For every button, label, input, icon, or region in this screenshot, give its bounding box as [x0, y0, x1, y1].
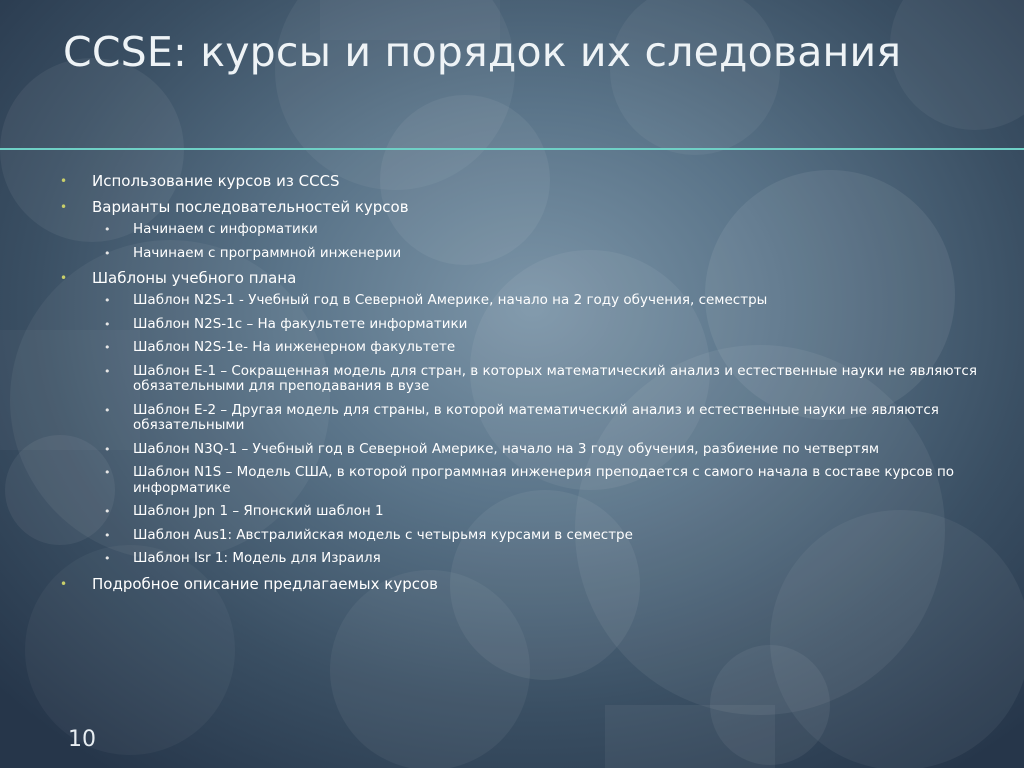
bullet-item: • Подробное описание предлагаемых курсов [60, 575, 980, 593]
sub-bullet-item: • Шаблон N2S-1e- На инженерном факультете [60, 340, 980, 356]
sub-bullet-item: • Шаблон N3Q-1 – Учебный год в Северной Америке, начало на 3 году обучения, разбиение по четвертям [60, 442, 980, 458]
sub-bullet-item: • Шаблон Isr 1: Модель для Израиля [60, 551, 980, 567]
bullet-item: • Шаблоны учебного плана [60, 269, 980, 287]
bullet-item: • Использование курсов из CCCS [60, 172, 980, 190]
sub-bullet-item: • Шаблон E-1 – Сокращенная модель для стран, в которых математический анализ и естественные науки не являются обязательными для преподавания в вузе [60, 364, 980, 395]
sub-bullet-item: • Шаблон Jpn 1 – Японский шаблон 1 [60, 504, 980, 520]
slide-title: CCSE: курсы и порядок их следования [63, 28, 902, 76]
sub-bullet-item: • Шаблон N2S-1c – На факультете информатики [60, 317, 980, 333]
sub-bullet-item: • Шаблон Aus1: Австралийская модель с четырьмя курсами в семестре [60, 528, 980, 544]
sub-bullet-item: • Начинаем с программной инженерии [60, 246, 980, 262]
sub-bullet-item: • Начинаем с информатики [60, 222, 980, 238]
title-divider [0, 148, 1024, 150]
bullet-item: • Варианты последовательностей курсов [60, 198, 980, 216]
slide-bullets [60, 172, 980, 601]
sub-bullet-item: • Шаблон N1S – Модель США, в которой программная инженерия преподается с самого начала в составе курсов по информатике [60, 465, 980, 496]
sub-bullet-item: • Шаблон E-2 – Другая модель для страны, в которой математический анализ и естественные науки не являются обязательными [60, 403, 980, 434]
slide-number: 10 [68, 727, 96, 752]
sub-bullet-item: • Шаблон N2S-1 - Учебный год в Северной Америке, начало на 2 году обучения, семестры [60, 293, 980, 309]
